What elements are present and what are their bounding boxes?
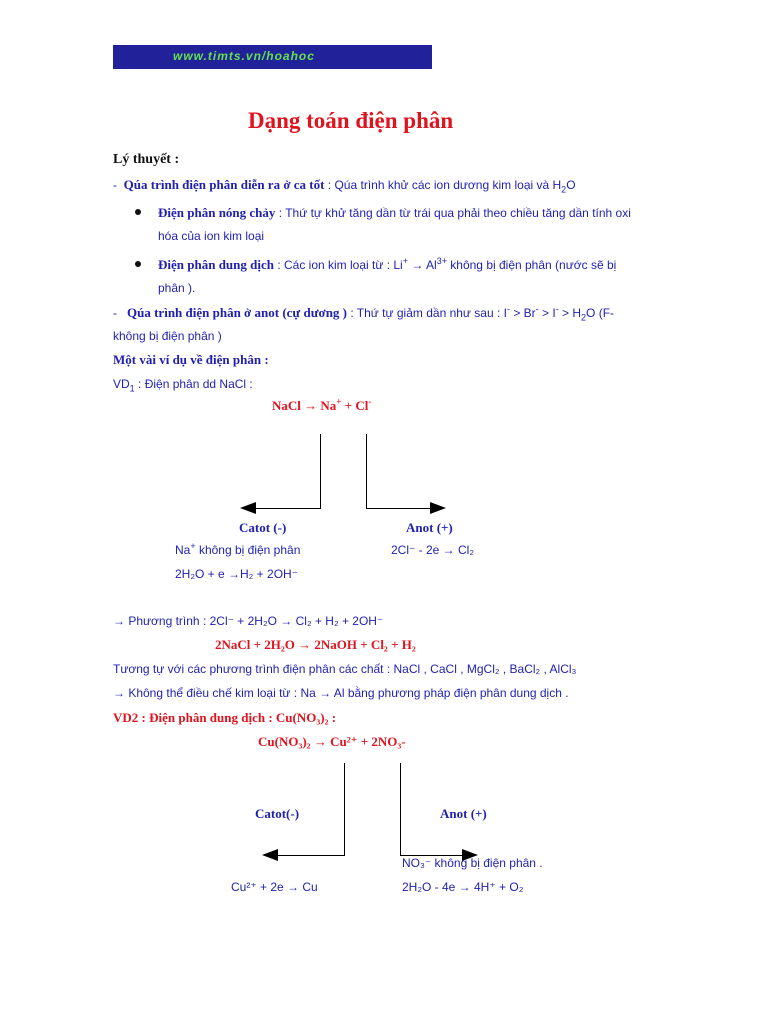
arrow-left-icon — [240, 502, 256, 514]
cathode-label: Qúa trình điện phân diễn ra ở ca tốt — [123, 177, 325, 192]
diagram-line — [366, 434, 367, 508]
vd2-heading: VD2 : Điện phân dung dịch : Cu(NO₃)₂ : — [113, 710, 337, 725]
vd2-anot-line2: 2H₂O - 4e → 4H⁺ + O₂ — [402, 880, 524, 894]
vd1-heading: $VD_1$ : Điện phân dd NaCl : — [113, 377, 253, 394]
arrow-right-icon — [430, 502, 446, 514]
examples-heading: Một vài ví dụ về điện phân : — [113, 352, 269, 367]
vd1-catot-line2: 2H₂O + e →H₂ + 2OH⁻ — [175, 567, 299, 581]
vd2-equation: Cu(NO₃)₂ → Cu²⁺ + 2NO₃- — [258, 734, 406, 749]
vd1-anot-label: Anot (+) — [406, 520, 453, 535]
page-title: Dạng toán điện phân — [248, 108, 454, 133]
vd2-catot-line1: Cu²⁺ + 2e → Cu — [231, 880, 318, 894]
website-banner — [113, 45, 432, 69]
bullet-solution-line2: phân ). — [158, 281, 196, 295]
cannot-note: → Không thể điều chế kim loại từ : Na → Al bằng phương pháp điện phân dung dịch . — [113, 686, 569, 700]
bullet-icon — [135, 209, 141, 215]
equation-molecular: 2NaCl + 2H₂O → 2NaOH + Cl₂ + H₂ — [215, 637, 416, 652]
vd2-anot-line1: NO₃⁻ không bị điện phân . — [402, 856, 543, 870]
vd1-catot-line1: Na+ không bị điện phân — [175, 541, 301, 557]
anode-line2: không bị điện phân ) — [113, 329, 222, 343]
theory-heading: Lý thuyết : — [113, 152, 180, 167]
vd2-catot-label: Catot(-) — [255, 806, 300, 821]
vd1-equation: NaCl → Na+ + Cl- — [272, 396, 372, 413]
anode-label: Qúa trình điện phân ở anot (cự dương ) — [127, 305, 348, 320]
diagram-line — [256, 508, 321, 509]
diagram-line — [278, 855, 345, 856]
diagram-line — [400, 763, 401, 855]
vd1-catot-label: Catot (-) — [239, 520, 287, 535]
similar-note: Tương tự với các phương trình điện phân các chất : NaCl , CaCl , MgCl₂ , BaCl₂ , AlCl₃ — [113, 662, 577, 676]
website-url: www.timts.vn/hoahoc — [173, 49, 315, 63]
bullet-icon — [135, 261, 141, 267]
bullet-molten: Điện phân nóng chảy : Thứ tự khử tăng dần từ trái qua phải theo chiều tăng dần tính oxi — [158, 205, 631, 220]
bullet-molten-line2: hóa của ion kim loại — [158, 229, 265, 243]
diagram-line — [320, 434, 321, 508]
vd1-anot-line1: 2Cl⁻ - 2e → Cl₂ — [391, 543, 475, 557]
anode-paragraph: - Qúa trình điện phân ở anot (cự dương ) : Thứ tự giảm dần như sau : $I^- > Br^- > I^- > H_2O$ (F- — [113, 304, 615, 323]
bullet-solution: Điện phân dung dịch : Các ion kim loại từ : $Li^+ \to Al^{3+}$ không bị điện phân (nước sẽ bị — [158, 256, 617, 272]
diagram-line — [344, 763, 345, 855]
diagram-line — [366, 508, 430, 509]
vd2-anot-label: Anot (+) — [440, 806, 487, 821]
arrow-left-icon — [262, 849, 278, 861]
cathode-paragraph: - Qúa trình điện phân diễn ra ở ca tốt : Qúa trình khử các ion dương kim loại và $H_2O$ — [113, 177, 576, 195]
equation-ionic: → Phương trình : 2Cl⁻ + 2H₂O → Cl₂ + H₂ + 2OH⁻ — [113, 614, 384, 628]
